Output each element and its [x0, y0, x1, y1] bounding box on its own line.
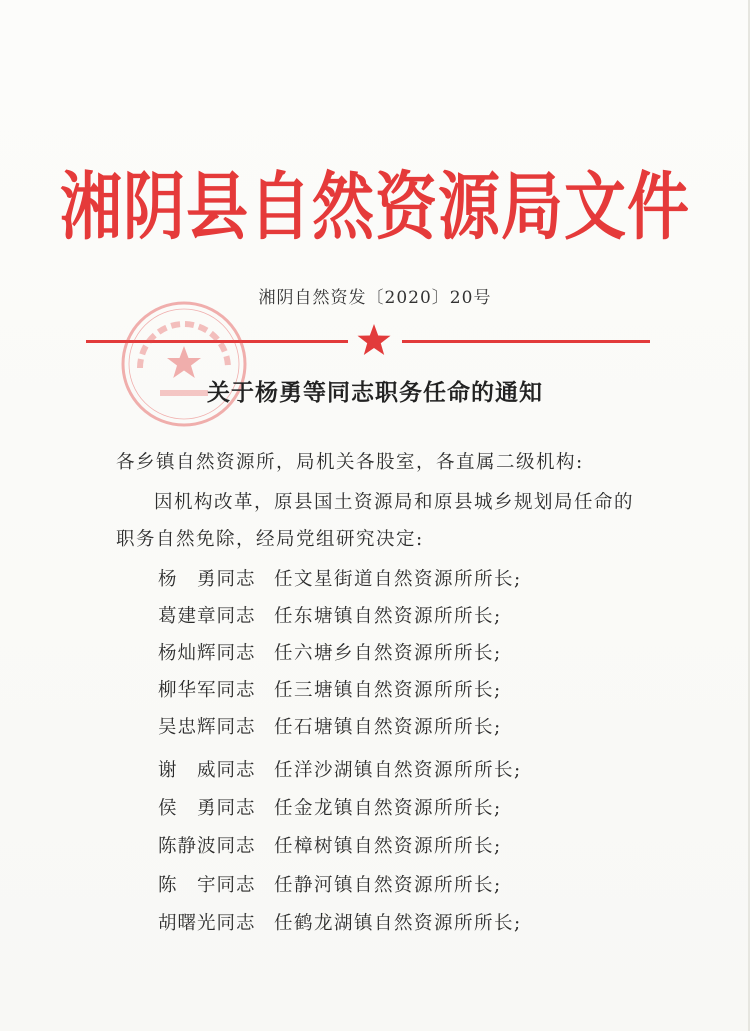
appointee-name: 陈 宇同志 — [158, 875, 256, 896]
document-number: 湘阴自然资发〔2020〕20号 — [258, 288, 492, 308]
red-star-icon — [356, 322, 392, 358]
appointment-row — [158, 713, 502, 737]
appointment-row — [158, 871, 502, 895]
appointment-row — [158, 794, 502, 818]
appointee-position: 任金龙镇自然资源所所长; — [274, 798, 502, 819]
appointee-name: 葛建章同志 — [158, 606, 256, 627]
notice-title: 关于杨勇等同志职务任命的通知 — [207, 380, 543, 406]
appointee-position: 任三塘镇自然资源所所长; — [274, 680, 502, 701]
paragraph-line-1: 因机构改革，原县国土资源局和原县城乡规划局任命的 — [154, 492, 635, 513]
appointee-position: 任洋沙湖镇自然资源所所长; — [274, 760, 522, 781]
appointment-row — [158, 832, 502, 856]
official-seal-icon — [118, 298, 250, 430]
appointee-name: 柳华军同志 — [158, 680, 256, 701]
appointee-name: 谢 威同志 — [158, 760, 256, 781]
appointment-row — [158, 909, 522, 933]
document-masthead: 湘阴县自然资源局文件 — [59, 163, 690, 250]
appointee-name: 侯 勇同志 — [158, 798, 256, 819]
appointee-name: 杨 勇同志 — [158, 569, 256, 590]
appointee-position: 任樟树镇自然资源所所长; — [274, 836, 502, 857]
bleed-through-text — [150, 92, 470, 112]
appointee-position: 任静河镇自然资源所所长; — [274, 875, 502, 896]
appointment-row — [158, 676, 502, 700]
appointee-position: 任东塘镇自然资源所所长; — [274, 606, 502, 627]
addressee-line: 各乡镇自然资源所，局机关各股室，各直属二级机构: — [116, 452, 584, 473]
appointment-row — [158, 602, 502, 626]
appointee-name: 胡曙光同志 — [158, 913, 256, 934]
appointee-name: 杨灿辉同志 — [158, 643, 256, 664]
appointee-position: 任鹤龙湖镇自然资源所所长; — [274, 913, 522, 934]
appointee-position: 任六塘乡自然资源所所长; — [274, 643, 502, 664]
appointee-name: 陈静波同志 — [158, 836, 256, 857]
appointee-position: 任石塘镇自然资源所所长; — [274, 717, 502, 738]
paragraph-line-2: 职务自然免除，经局党组研究决定: — [116, 529, 424, 550]
appointment-row — [158, 639, 502, 663]
red-rule-right — [402, 340, 650, 343]
appointee-position: 任文星街道自然资源所所长; — [274, 569, 522, 590]
appointment-row — [158, 565, 522, 589]
appointment-row — [158, 756, 522, 780]
appointee-name: 吴忠辉同志 — [158, 717, 256, 738]
